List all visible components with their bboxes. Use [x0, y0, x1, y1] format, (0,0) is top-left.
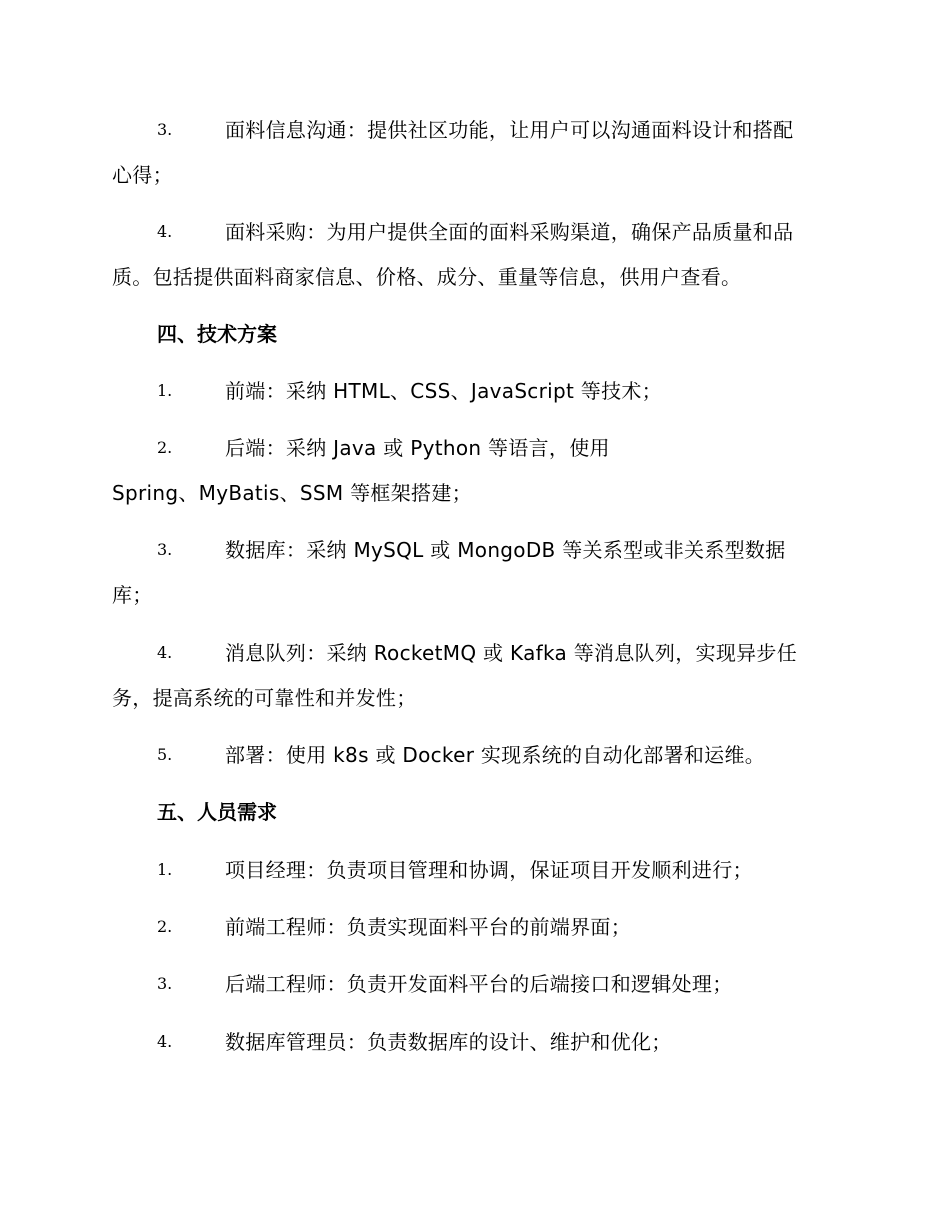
- list-item-continuation: 库；: [112, 583, 153, 607]
- list-item-number: 4.: [157, 222, 173, 241]
- list-item-number: 2.: [157, 438, 173, 457]
- list-item-text: 后端：采纳 Java 或 Python 等语言，使用: [225, 436, 610, 460]
- section-heading-tech: 四、技术方案: [157, 322, 277, 346]
- list-item-continuation: 务，提高系统的可靠性和并发性；: [112, 686, 417, 710]
- list-item-number: 3.: [157, 974, 173, 993]
- list-item-number: 5.: [157, 745, 173, 764]
- list-item-text: 数据库管理员：负责数据库的设计、维护和优化；: [225, 1030, 672, 1054]
- list-item-text: 前端：采纳 HTML、CSS、JavaScript 等技术；: [225, 379, 662, 403]
- section-heading-staff: 五、人员需求: [157, 800, 277, 824]
- list-item-text: 部署：使用 k8s 或 Docker 实现系统的自动化部署和运维。: [225, 743, 766, 767]
- list-item-text: 面料采购：为用户提供全面的面料采购渠道，确保产品质量和品: [225, 220, 794, 244]
- list-item-number: 2.: [157, 917, 173, 936]
- list-item-text: 面料信息沟通：提供社区功能，让用户可以沟通面料设计和搭配: [225, 118, 794, 142]
- list-item-number: 4.: [157, 1032, 173, 1051]
- list-item-number: 4.: [157, 643, 173, 662]
- list-item-continuation: 心得；: [112, 163, 173, 187]
- list-item-number: 3.: [157, 540, 173, 559]
- list-item-text: 后端工程师：负责开发面料平台的后端接口和逻辑处理；: [225, 972, 733, 996]
- list-item-text: 消息队列：采纳 RocketMQ 或 Kafka 等消息队列，实现异步任: [225, 641, 798, 665]
- list-item-text: 数据库：采纳 MySQL 或 MongoDB 等关系型或非关系型数据: [225, 538, 786, 562]
- list-item-continuation: 质。包括提供面料商家信息、价格、成分、重量等信息，供用户查看。: [112, 265, 742, 289]
- list-item-continuation: Spring、MyBatis、SSM 等框架搭建；: [112, 481, 472, 505]
- list-item-text: 前端工程师：负责实现面料平台的前端界面；: [225, 915, 631, 939]
- list-item-number: 1.: [157, 381, 173, 400]
- list-item-text: 项目经理：负责项目管理和协调，保证项目开发顺利进行；: [225, 858, 753, 882]
- list-item-number: 3.: [157, 120, 173, 139]
- list-item-number: 1.: [157, 860, 173, 879]
